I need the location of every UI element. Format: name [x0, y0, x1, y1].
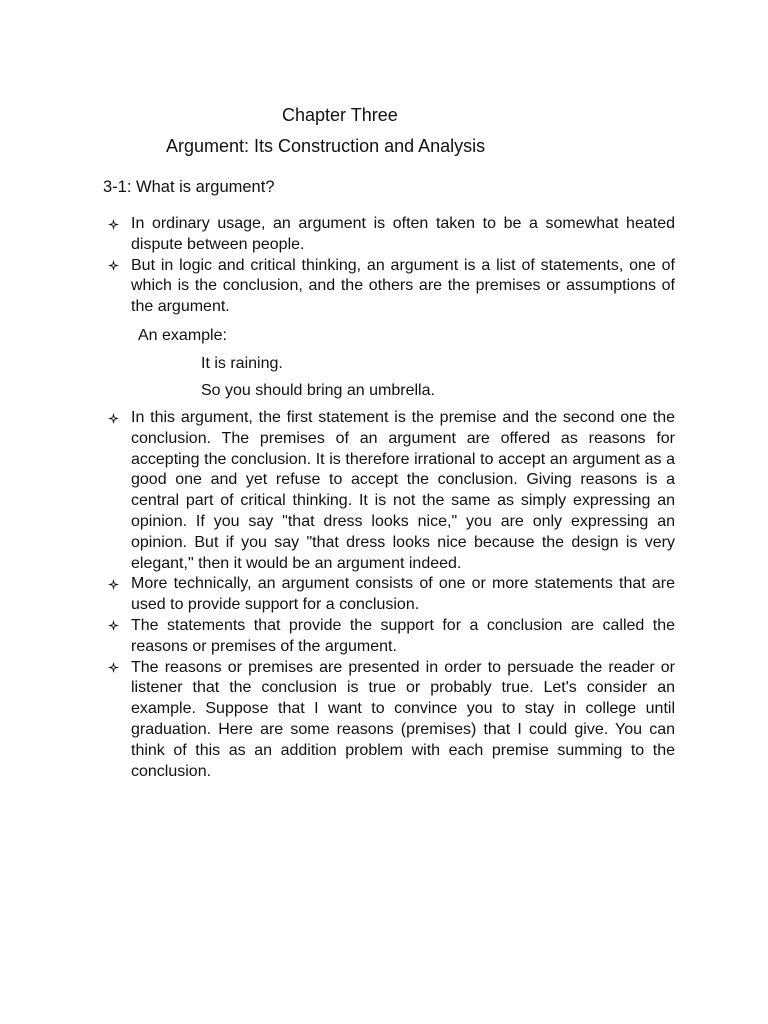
example-premise: It is raining. [201, 355, 283, 372]
bullet-item [105, 256, 675, 318]
diamond-bullet-icon [105, 658, 121, 678]
bullet-item [105, 616, 675, 658]
bullet-text: The statements that provide the support for a conclusion are called the reasons or premises of the argument. [131, 616, 675, 655]
bullet-text: In ordinary usage, an argument is often taken to be a somewhat heated dispute between people. [131, 215, 675, 253]
diamond-bullet-icon [105, 408, 121, 428]
bullet-item [105, 214, 675, 256]
example-conclusion: So you should bring an umbrella. [201, 382, 435, 399]
bullet-text: In this argument, the first statement is the premise and the second one the conclusion. The premises of an argument are offered as reasons for accepting the conclusion. It is therefore irrational to accept an argument as a good one and yet refuse to accept the conclusion. Giving reasons is a central part of critical thinking. It is not the same as simply expressing an opinion. If you say "that dress looks nice," you are only expressing an opinion. But if you say "that dress looks nice because the design is very elegant," then it would be an argument indeed. [131, 409, 675, 572]
diamond-bullet-icon [105, 256, 121, 276]
bullet-item [105, 574, 675, 616]
chapter-title: Chapter Three [282, 105, 398, 125]
chapter-subtitle: Argument: Its Construction and Analysis [166, 136, 486, 156]
bullet-list-intro [105, 214, 675, 318]
diamond-bullet-icon [105, 214, 121, 234]
diamond-bullet-icon [105, 616, 121, 636]
bullet-text: The reasons or premises are presented in order to persuade the reader or listener that the conclusion is true or probably true. Let's consider an example. Suppose that I want to convince you to stay in college until graduation. Here are some reasons (premises) that I could give. You can think of this as an addition problem with each premise summing to the conclusion. [131, 658, 675, 780]
bullet-item [105, 408, 675, 574]
bullet-text: More technically, an argument consists of one or more statements that are used to provide support for a conclusion. [131, 575, 675, 614]
diamond-bullet-icon [105, 574, 121, 594]
bullet-text: But in logic and critical thinking, an argument is a list of statements, one of which is the conclusion, and the others are the premises or assumptions of the argument. [131, 256, 675, 316]
section-heading: 3-1: What is argument? [103, 178, 275, 196]
example-label: An example: [138, 327, 227, 344]
bullet-item [105, 658, 675, 783]
bullet-list-analysis [105, 408, 675, 782]
